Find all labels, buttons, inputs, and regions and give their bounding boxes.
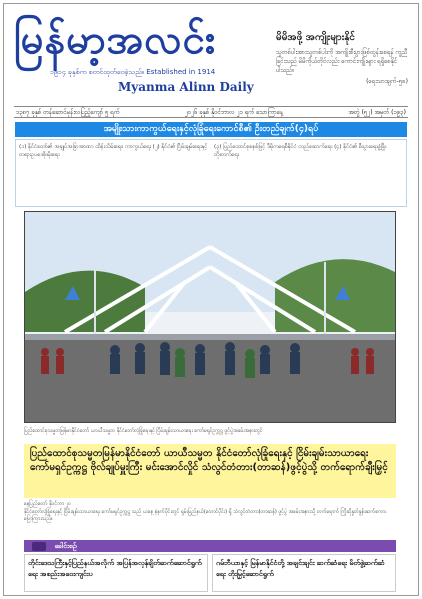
bottom-headline-right: ဂမ်ဘီယာနှင့် မြန်မာနိုင်ငံတို့ အချင်းချင်း ဆက်ဆံရေး မိတ်ဖွဲ့ဆက်ဆံရေး တိုးမြှင့်ဆောင်ရွက် xyxy=(212,554,396,592)
article-column-2: (၃) ပြည်ထောင်စုစနစ်ဖြင့် ဒီမိုကရေစီနိုင်ငံ တည်ဆောက်ရေး (၄) နိုင်ငံ၏ စီးပွားရေးဖွံ့ဖြိုးတိုးတက်ရေး xyxy=(214,144,387,158)
aside-body: သူတစ်ပါးအားသူတစ်ပါးကို အကျိုးစီးပွားဖြစ်ထွန်းစေရန် ကူညီခြင်းသည် မိမိကိုယ်တိုင်လည်း ကောင်းကျိုးများ ရရှိစေနိုင်ပါသည်။ xyxy=(276,49,408,74)
lead-text: နိုင်ငံတော်လုံခြုံရေးနှင့် ငြိမ်းချမ်းသာယာရေး ကော်မရှင်ဥက္ကဋ္ဌ သည် ယနေ့ နံနက်ပိုင်းတွင် ရှမ်းပြည်နယ်(တောင်ပိုင်း) ရှိ သံလွင်တံတား(တာဆန်) ဖွင့်ပွဲ အခမ်းအနားသို့ တက်ရောက် ကြိုဆိုနှုတ်ခွန်းဆက်စကား ပြောကြားသည်။ xyxy=(24,509,387,522)
masthead-aside xyxy=(276,30,408,110)
headline-banner: အမျိုးသားကာကွယ်ရေးနှင့်လုံခြုံရေးကောင်စီ၏ ဦးတည်ချက်(၄)ရပ် xyxy=(15,122,407,137)
aside-title: မိမိအဖို့ အကျိုးများနိုင် xyxy=(276,32,355,43)
objectives-article xyxy=(15,139,407,207)
lead-story xyxy=(24,444,396,498)
dateline-left: ၁၃၈၇ ခုနှစ် တန်ဆောင်မုန်းလပြည့်ကျော် ၅ ရက် xyxy=(16,108,120,116)
dateline-right: အတွဲ (၅၂) အမှတ် (၁၉၃) xyxy=(348,108,406,116)
bridge-photo-illustration xyxy=(25,212,395,422)
photo-caption: ပြည်ထောင်စုသမ္မတမြန်မာနိုင်ငံတော် ယာယီသမ္မတ နိုင်ငံတော်လုံခြုံရေးနှင့် ငြိမ်းချမ်းသာယာရေး ကော်မရှင်ဥက္ကဋ္ဌ ဖွင့်ပွဲအခမ်းအနားတွင် xyxy=(24,428,263,434)
newspaper-title: မြန်မာ့အလင်း xyxy=(14,17,217,63)
article-column-1: (၁) နိုင်ငံတော်၏ အချုပ်အခြာအာဏာ ထိန်းသိမ်းရေး၊ ကာကွယ်ရေး (၂) နိုင်ငံ၏ ငြိမ်းချမ်းရေးနှင့် တရားဥပဒေစိုးမိုးရေး xyxy=(19,144,208,158)
lead-headline: ပြည်ထောင်စုသမ္မတမြန်မာနိုင်ငံတော် ယာယီသမ္မတ နိုင်ငံတော်လုံခြုံရေးနှင့် ငြိမ်းချမ်းသာယာရေး ကော်မရှင်ဥက္ကဋ္ဌ ဗိုလ်ချုပ်မှူးကြီး မင်းအောင်လှိုင် သံလွင်တံတား(တာဆန်)ဖွင့်ပွဲသို့ တက်ရောက်ချီးမြှင့် xyxy=(30,448,388,473)
newspaper-subtitle: ၁၉၁၄ ခုနှစ်က စတင်ထုတ်ဝေခဲ့သည်။ Established in 1914 xyxy=(50,68,216,76)
lead-photo xyxy=(24,211,396,423)
dateline xyxy=(14,106,408,118)
lead-byline: နေပြည်တော် နိုဝင်ဘာ ၂၀ xyxy=(24,501,71,507)
bottom-headline-left: တိုင်းဒေသကြီးနှင့်ပြည်နယ်အလိုက် အပြန်အလှန်ချိတ်ဆက်ဆောင်ရွက်ရေး အစည်းအဝေးကျင်းပ xyxy=(24,554,208,592)
dateline-middle: ၂၀၂၆ ခုနှစ် နိုဝင်ဘာလ ၂၁ ရက် သောကြာနေ့ xyxy=(184,108,284,116)
newspaper-english-title: Myanma Alinn Daily xyxy=(118,80,254,94)
section-icon xyxy=(32,542,46,551)
brand-block xyxy=(14,10,264,98)
masthead xyxy=(14,10,408,140)
section-label: ခေါင်းစဉ် xyxy=(54,542,77,550)
section-header xyxy=(24,540,396,552)
aside-signature: (ရေးသားချက်-၅၈) xyxy=(366,78,408,85)
bottom-headlines xyxy=(24,554,396,592)
